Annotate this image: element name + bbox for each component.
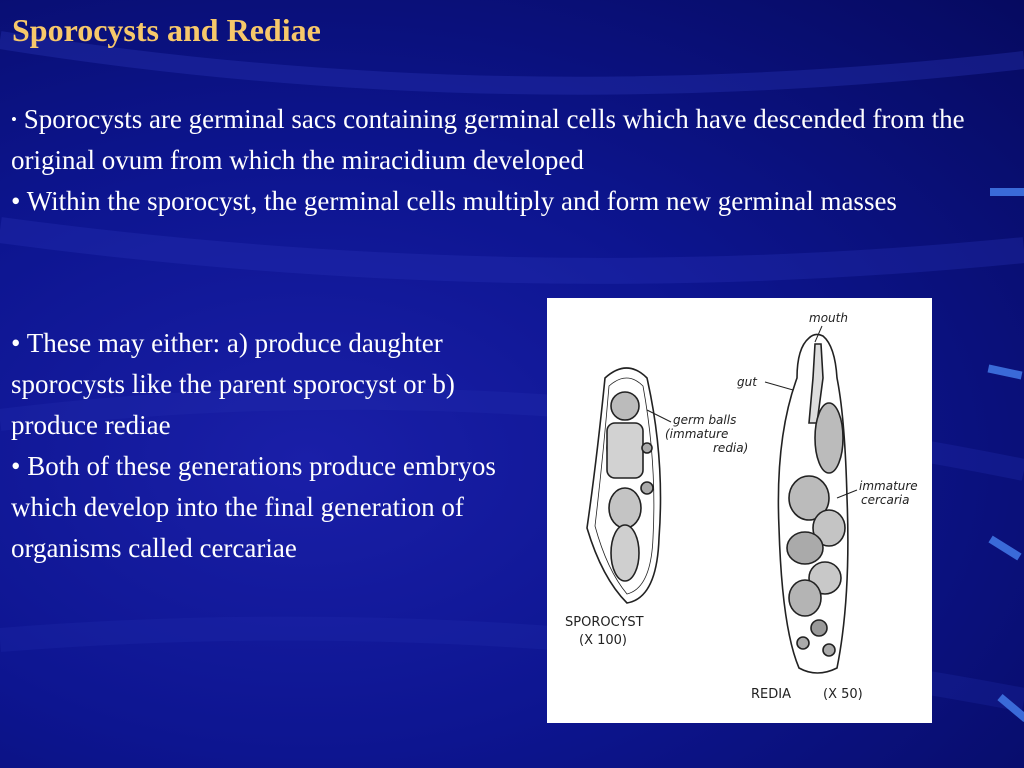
label-gut: gut — [737, 375, 757, 389]
bullet-glyph: • — [11, 186, 21, 216]
label-germ-balls: germ balls — [673, 413, 737, 427]
bullet-text: Within the sporocyst, the germinal cells multiply and form new germinal masses — [26, 186, 897, 216]
bullet-item — [11, 99, 971, 181]
label-mouth: mouth — [809, 311, 848, 325]
bullet-item — [11, 446, 531, 569]
bullet-text: Both of these generations produce embryos which develop into the final generation of organisms called cercariae — [11, 451, 496, 563]
bullet-item — [11, 323, 531, 446]
label-germ-balls-sub2: redia) — [713, 441, 749, 455]
bullet-item — [11, 181, 971, 222]
bullet-glyph: • — [11, 328, 21, 358]
caption-redia: REDIA — [751, 687, 791, 702]
sporocyst-redia-illustration — [547, 298, 932, 723]
bullets-left — [11, 323, 531, 569]
bullet-glyph: • — [11, 110, 17, 129]
label-immature-cercaria: immature — [859, 479, 918, 493]
bullet-text: Sporocysts are germinal sacs containing germinal cells which have descended from the original ovum from which the miracidium developed — [11, 104, 965, 175]
bullets-top — [11, 99, 971, 222]
accent-dash — [990, 188, 1024, 196]
caption-sporocyst: SPOROCYST — [565, 615, 644, 630]
label-germ-balls-sub1: (immature — [665, 427, 729, 441]
slide-title: Sporocysts and Rediae — [12, 12, 321, 48]
bullet-glyph: • — [11, 451, 21, 481]
caption-redia-magnification: (X 50) — [823, 687, 863, 702]
caption-sporocyst-magnification: (X 100) — [579, 633, 627, 648]
bullet-text: These may either: a) produce daughter sporocysts like the parent sporocyst or b) produce rediae — [11, 328, 455, 440]
redia-drawing — [778, 334, 848, 673]
sporocyst-drawing — [587, 368, 661, 603]
label-immature-cercaria-sub: cercaria — [861, 493, 910, 507]
illustration-drawing — [547, 298, 932, 723]
